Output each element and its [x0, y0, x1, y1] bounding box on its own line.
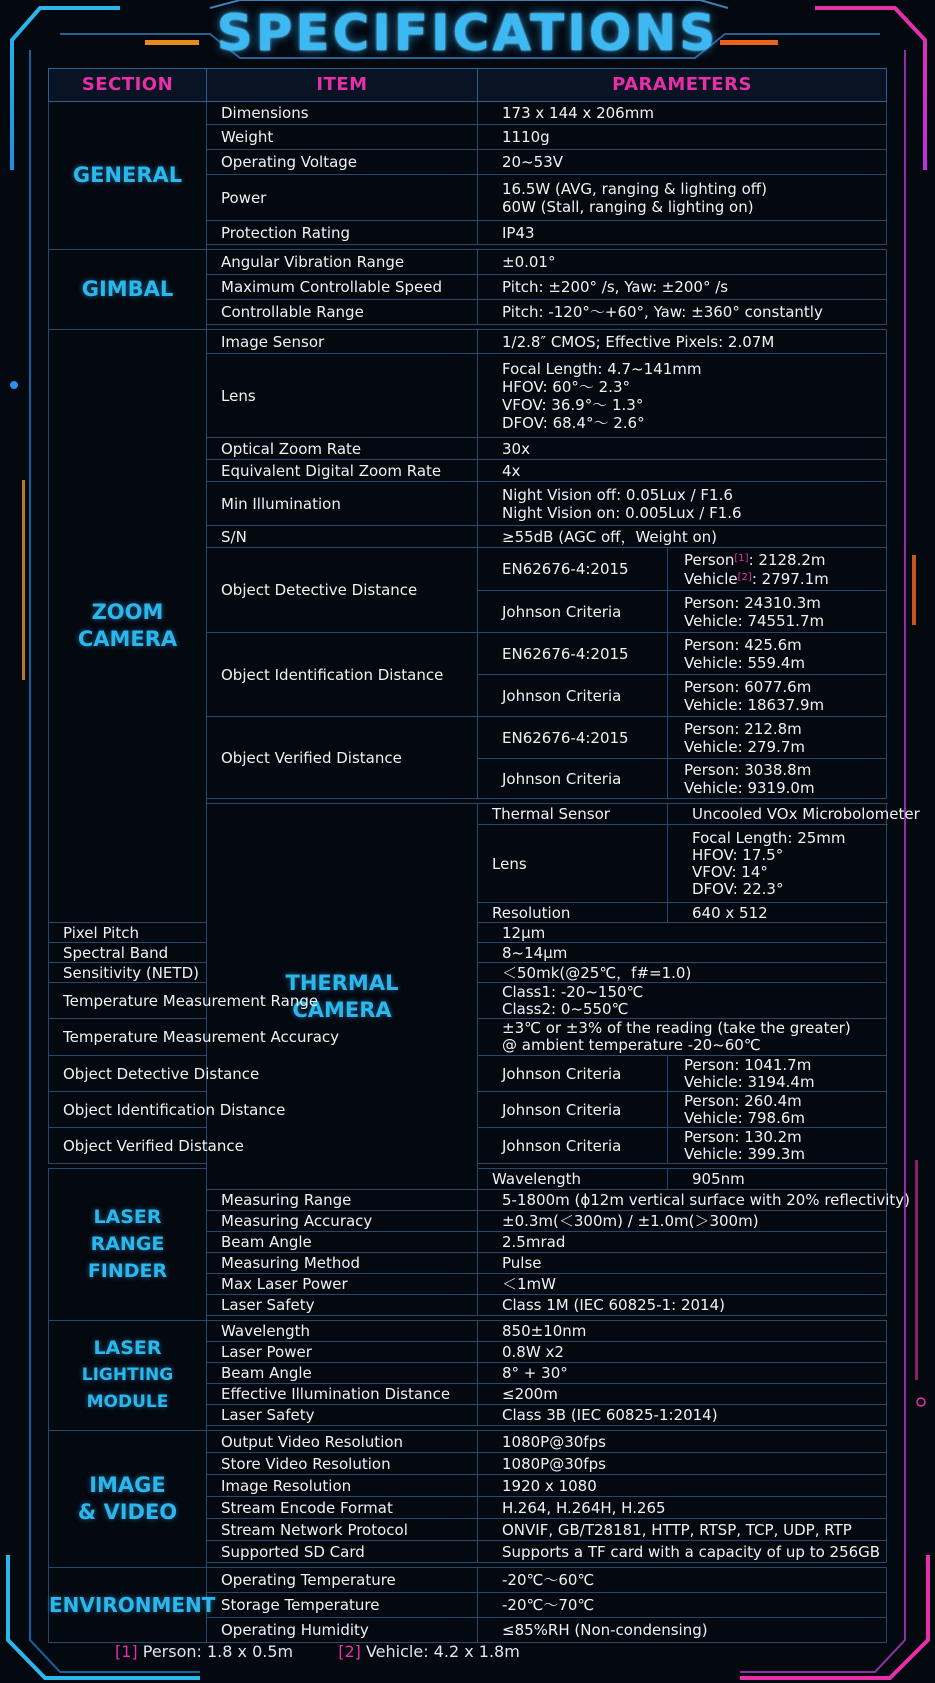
parameter-value: H.264, H.264H, H.265: [478, 1497, 887, 1519]
parameter-value: Person[1]: 2128.2m Vehicle[2]: 2797.1m: [668, 548, 887, 591]
standard-label: Johnson Criteria: [478, 759, 668, 799]
section-gimbal: GIMBAL: [49, 250, 207, 330]
item-label: Wavelength: [478, 1169, 668, 1190]
spec-table: [48, 68, 920, 1643]
parameter-value: 16.5W (AVG, ranging & lighting off) 60W (Stall, ranging & lighting on): [478, 175, 887, 221]
item-label: Supported SD Card: [207, 1541, 478, 1563]
parameter-value: Pulse: [478, 1253, 887, 1274]
section-environment: ENVIRONMENT: [49, 1568, 207, 1643]
item-label: Object Detective Distance: [49, 1056, 207, 1092]
item-label: Lens: [478, 825, 668, 903]
parameter-value: Person: 24310.3m Vehicle: 74551.7m: [668, 591, 887, 633]
parameter-value: 1080P@30fps: [478, 1453, 887, 1475]
parameter-value: 8~14μm: [478, 943, 887, 963]
item-label: Weight: [207, 125, 478, 150]
item-label: Temperature Measurement Accuracy: [49, 1019, 207, 1056]
item-label: Optical Zoom Rate: [207, 438, 478, 460]
parameter-value: Class 1M (IEC 60825-1: 2014): [478, 1295, 887, 1316]
parameter-value: Uncooled VOx Microbolometer: [668, 804, 887, 825]
item-label: Angular Vibration Range: [207, 250, 478, 275]
parameter-value: 1110g: [478, 125, 887, 150]
standard-label: Johnson Criteria: [478, 1128, 668, 1164]
header-item: ITEM: [207, 69, 478, 102]
parameter-value: ≥55dB (AGC off，Weight on): [478, 526, 887, 548]
item-label: Measuring Range: [207, 1190, 478, 1211]
parameter-value: Focal Length: 25mm HFOV: 17.5° VFOV: 14° DFOV: 22.3°: [668, 825, 887, 903]
item-label: Object Verified Distance: [207, 717, 478, 799]
parameter-value: ＜1mW: [478, 1274, 887, 1295]
parameter-value: 173 x 144 x 206mm: [478, 102, 887, 125]
parameter-value: 20~53V: [478, 150, 887, 175]
parameter-value: Person: 260.4m Vehicle: 798.6m: [668, 1092, 887, 1128]
parameter-value: Person: 3038.8m Vehicle: 9319.0m: [668, 759, 887, 799]
item-label: Laser Power: [207, 1342, 478, 1363]
standard-label: Johnson Criteria: [478, 591, 668, 633]
table-row: [49, 250, 887, 275]
item-label: Wavelength: [207, 1321, 478, 1342]
standard-label: Johnson Criteria: [478, 1056, 668, 1092]
item-label: Object Identification Distance: [207, 633, 478, 717]
parameter-value: 12μm: [478, 923, 887, 943]
section-laser-range-finder: LASER RANGE FINDER: [49, 1169, 207, 1321]
footnote-person: [1] Person: 1.8 x 0.5m: [115, 1642, 294, 1661]
parameter-value: Person: 425.6m Vehicle: 559.4m: [668, 633, 887, 675]
item-label: Laser Safety: [207, 1295, 478, 1316]
item-label: Beam Angle: [207, 1232, 478, 1253]
item-label: Operating Voltage: [207, 150, 478, 175]
item-label: Temperature Measurement Range: [49, 983, 207, 1019]
item-label: Controllable Range: [207, 300, 478, 325]
item-label: Max Laser Power: [207, 1274, 478, 1295]
item-label: Pixel Pitch: [49, 923, 207, 943]
parameter-value: Person: 1041.7m Vehicle: 3194.4m: [668, 1056, 887, 1092]
item-label: Stream Network Protocol: [207, 1519, 478, 1541]
header-parameters: PARAMETERS: [478, 69, 887, 102]
item-label: Storage Temperature: [207, 1593, 478, 1618]
parameter-value: ≤85%RH (Non-condensing): [478, 1618, 887, 1643]
item-label: Operating Humidity: [207, 1618, 478, 1643]
parameter-value: Person: 212.8m Vehicle: 279.7m: [668, 717, 887, 759]
parameter-value: Pitch: ±200° /s, Yaw: ±200° /s: [478, 275, 887, 300]
item-label: Operating Temperature: [207, 1568, 478, 1593]
parameter-value: Person: 6077.6m Vehicle: 18637.9m: [668, 675, 887, 717]
parameter-value: 8° + 30°: [478, 1363, 887, 1384]
table-row: [49, 330, 887, 354]
parameter-value: 4x: [478, 460, 887, 482]
item-label: Resolution: [478, 903, 668, 923]
standard-label: Johnson Criteria: [478, 1092, 668, 1128]
table-header-row: [49, 69, 887, 102]
item-label: Image Resolution: [207, 1475, 478, 1497]
item-label: Equivalent Digital Zoom Rate: [207, 460, 478, 482]
parameter-value: ONVIF, GB/T28181, HTTP, RTSP, TCP, UDP, RTP: [478, 1519, 887, 1541]
parameter-value: 2.5mrad: [478, 1232, 887, 1253]
item-label: Thermal Sensor: [478, 804, 668, 825]
item-label: Sensitivity (NETD): [49, 963, 207, 983]
item-label: Image Sensor: [207, 330, 478, 354]
parameter-value: 850±10nm: [478, 1321, 887, 1342]
parameter-value: ≤200m: [478, 1384, 887, 1405]
item-label: Power: [207, 175, 478, 221]
item-label: Spectral Band: [49, 943, 207, 963]
section-image-video: IMAGE & VIDEO: [49, 1431, 207, 1568]
parameter-value: 640 x 512: [668, 903, 887, 923]
section-general: GENERAL: [49, 102, 207, 250]
standard-label: EN62676-4:2015: [478, 548, 668, 591]
table-row: [49, 1568, 887, 1593]
parameter-value: 30x: [478, 438, 887, 460]
section-thermal-camera: THERMAL CAMERA: [207, 804, 478, 1190]
parameter-value: ＜50mk(@25℃，f#=1.0): [478, 963, 887, 983]
parameter-value: Pitch: -120°～+60°, Yaw: ±360° constantly: [478, 300, 887, 325]
item-label: Min Illumination: [207, 482, 478, 526]
item-label: Store Video Resolution: [207, 1453, 478, 1475]
item-label: Effective Illumination Distance: [207, 1384, 478, 1405]
parameter-value: 1920 x 1080: [478, 1475, 887, 1497]
item-label: Protection Rating: [207, 221, 478, 245]
item-label: Beam Angle: [207, 1363, 478, 1384]
section-zoom-camera: ZOOM CAMERA: [49, 330, 207, 923]
item-label: Output Video Resolution: [207, 1431, 478, 1453]
item-label: Object Verified Distance: [49, 1128, 207, 1164]
item-label: Object Detective Distance: [207, 548, 478, 633]
item-label: Stream Encode Format: [207, 1497, 478, 1519]
parameter-value: Supports a TF card with a capacity of up to 256GB: [478, 1541, 887, 1563]
parameter-value: -20℃～70℃: [478, 1593, 887, 1618]
footnote-vehicle: [2] Vehicle: 4.2 x 1.8m: [338, 1642, 520, 1661]
item-label: Object Identification Distance: [49, 1092, 207, 1128]
table-row: [49, 102, 887, 125]
table-row: [49, 1321, 887, 1342]
standard-label: EN62676-4:2015: [478, 717, 668, 759]
parameter-value: IP43: [478, 221, 887, 245]
parameter-value: ±0.3m(＜300m) / ±1.0m(＞300m): [478, 1211, 887, 1232]
parameter-value: -20℃～60℃: [478, 1568, 887, 1593]
item-label: Dimensions: [207, 102, 478, 125]
parameter-value: Person: 130.2m Vehicle: 399.3m: [668, 1128, 887, 1164]
item-label: Maximum Controllable Speed: [207, 275, 478, 300]
parameter-value: 905nm: [668, 1169, 887, 1190]
parameter-value: 1/2.8″ CMOS; Effective Pixels: 2.07M: [478, 330, 887, 354]
item-label: Laser Safety: [207, 1405, 478, 1426]
parameter-value: Focal Length: 4.7~141mm HFOV: 60°～ 2.3° VFOV: 36.9°～ 1.3° DFOV: 68.4°～ 2.6°: [478, 354, 887, 438]
parameter-value: 5-1800m (ϕ12m vertical surface with 20% reflectivity): [478, 1190, 887, 1211]
header-section: SECTION: [49, 69, 207, 102]
item-label: Measuring Accuracy: [207, 1211, 478, 1232]
standard-label: EN62676-4:2015: [478, 633, 668, 675]
item-label: Lens: [207, 354, 478, 438]
page-title: SPECIFICATIONS: [216, 4, 719, 62]
parameter-value: 1080P@30fps: [478, 1431, 887, 1453]
table-row: [49, 1431, 887, 1453]
standard-label: Johnson Criteria: [478, 675, 668, 717]
parameter-value: Night Vision off: 0.05Lux / F1.6 Night Vision on: 0.005Lux / F1.6: [478, 482, 887, 526]
parameter-value: ±0.01°: [478, 250, 887, 275]
footnotes: [115, 1642, 560, 1661]
parameter-value: 0.8W x2: [478, 1342, 887, 1363]
parameter-value: Class1: -20~150℃ Class2: 0~550℃: [478, 983, 887, 1019]
parameter-value: ±3℃ or ±3% of the reading (take the greater) @ ambient temperature -20~60℃: [478, 1019, 887, 1056]
item-label: S/N: [207, 526, 478, 548]
item-label: Measuring Method: [207, 1253, 478, 1274]
section-laser-lighting-module: LASER LIGHTING MODULE: [49, 1321, 207, 1431]
parameter-value: Class 3B (IEC 60825-1:2014): [478, 1405, 887, 1426]
